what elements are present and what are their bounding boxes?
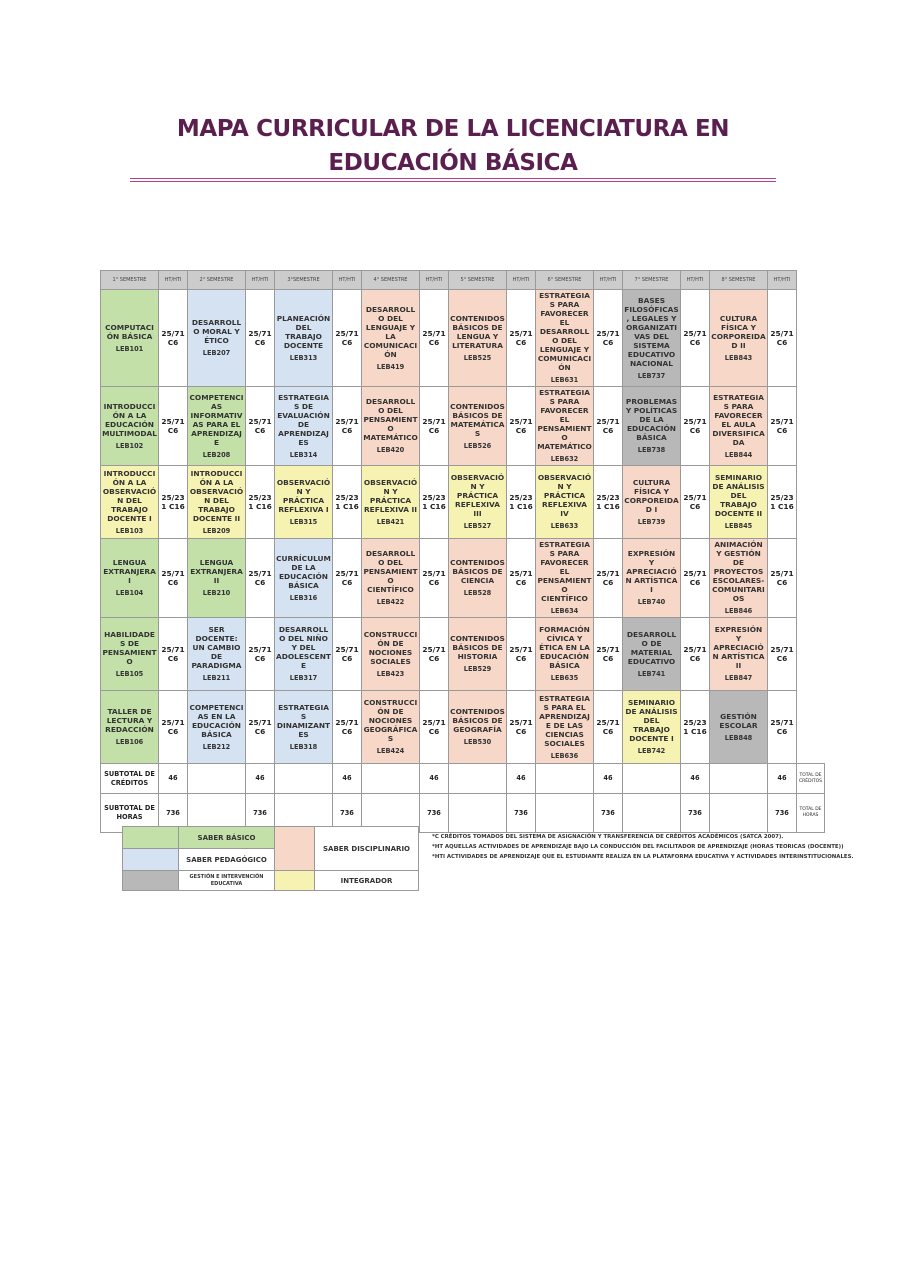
course-cell [449, 466, 507, 539]
subtotal-hours-value: 736 [246, 794, 275, 833]
course-hours: 25/71 C6 [333, 539, 362, 618]
hours-header: HT/HTI [768, 271, 797, 290]
course-cell [623, 290, 681, 387]
course-hours: 25/71 C6 [768, 387, 797, 466]
subtotal-credits-value: 46 [507, 764, 536, 794]
course-hours: 25/71 C6 [507, 539, 536, 618]
semester-header: 7° SEMESTRE [623, 271, 681, 290]
course-code: LEB317 [289, 674, 318, 682]
course-cell [362, 387, 420, 466]
course-hours: 25/71 C6 [681, 618, 710, 691]
course-cell [623, 466, 681, 539]
course-hours: 25/231 C16 [333, 466, 362, 539]
header-row [101, 271, 825, 290]
course-name: DESARROLLO DEL LENGUAJE Y LA COMUNICACIÓN [363, 304, 418, 359]
course-cell [101, 691, 159, 764]
course-hours: 25/71 C6 [507, 691, 536, 764]
course-name: PROBLEMAS Y POLÍTICAS DE LA EDUCACIÓN BÁSICA [625, 397, 678, 442]
course-row [101, 539, 825, 618]
course-cell [710, 387, 768, 466]
course-code: LEB102 [115, 441, 144, 450]
course-hours: 25/71 C6 [768, 539, 797, 618]
course-code: LEB212 [202, 742, 231, 751]
subtotal-hours-value: 736 [507, 794, 536, 833]
course-hours: 25/71 C6 [420, 618, 449, 691]
course-code: LEB422 [376, 598, 405, 606]
course-hours: 25/71 C6 [159, 618, 188, 691]
course-cell [188, 387, 246, 466]
course-code: LEB421 [376, 517, 405, 526]
course-cell [536, 387, 594, 466]
blank-cell [797, 466, 825, 539]
course-name: ESTRATEGIAS DE EVALUACIÓN DE APRENDIZAJES [277, 392, 330, 447]
course-hours: 25/71 C6 [159, 539, 188, 618]
course-cell [449, 618, 507, 691]
course-name: EXPRESIÓN Y APRECIACIÓN ARTÍSTICA II [712, 625, 765, 670]
blank-cell [623, 794, 681, 833]
course-name: LENGUA EXTRANJERA II [190, 558, 243, 585]
subtotal-hours-value: 736 [594, 794, 623, 833]
subtotal-credits-value: 46 [159, 764, 188, 794]
course-hours: 25/71 C6 [507, 290, 536, 387]
course-code: LEB527 [463, 522, 492, 530]
course-code: LEB315 [289, 517, 318, 526]
course-code: LEB318 [289, 742, 318, 751]
course-cell [710, 691, 768, 764]
legend-gestion: GESTIÓN E INTERVENCIÓN EDUCATIVA [179, 871, 275, 891]
subtotal-credits-value: 46 [333, 764, 362, 794]
course-hours: 25/71 C6 [594, 290, 623, 387]
course-name: EXPRESIÓN Y APRECIACIÓN ARTÍSTICA I [625, 549, 678, 594]
course-name: CONTENIDOS BÁSICOS DE HISTORIA [450, 634, 505, 661]
course-hours: 25/71 C6 [681, 466, 710, 539]
course-code: LEB210 [202, 589, 231, 597]
course-code: LEB530 [463, 738, 492, 746]
course-name: COMPETENCIAS EN LA EDUCACIÓN BÁSICA [189, 702, 244, 739]
course-name: ESTRATEGIAS PARA FAVORECER EL AULA DIVERSIFICADA [712, 392, 765, 447]
course-cell [275, 618, 333, 691]
course-hours: 25/71 C6 [507, 387, 536, 466]
course-name: DESARROLLO DEL NIÑO Y DEL ADOLESCENTE [276, 625, 331, 670]
legend-saber-basico: SABER BÁSICO [179, 827, 275, 849]
course-cell [449, 691, 507, 764]
course-hours: 25/71 C6 [159, 691, 188, 764]
course-code: LEB211 [202, 674, 231, 682]
course-code: LEB314 [289, 450, 318, 459]
legend-swatch-disciplinario [275, 827, 315, 871]
semester-header: 4° SEMESTRE [362, 271, 420, 290]
semester-header: 3°SEMESTRE [275, 271, 333, 290]
course-cell [710, 466, 768, 539]
course-cell [188, 691, 246, 764]
course-name: ESTRATEGIAS PARA EL APRENDIZAJE DE LAS CIENCIAS SOCIALES [539, 693, 590, 748]
course-code: LEB847 [724, 674, 753, 682]
course-hours: 25/71 C6 [159, 387, 188, 466]
blank-cell [710, 764, 768, 794]
course-cell [449, 387, 507, 466]
course-name: COMPETENCIAS INFORMATIVAS PARA EL APRENDIZAJE [189, 392, 244, 447]
course-cell [362, 290, 420, 387]
course-name: CURRÍCULUM DE LA EDUCACIÓN BÁSICA [276, 553, 331, 590]
course-code: LEB529 [463, 665, 492, 673]
legend [122, 826, 419, 891]
semester-header: 5° SEMESTRE [449, 271, 507, 290]
course-name: BASES FILOSÓFICAS, LEGALES Y ORGANIZATIVAS DEL SISTEMA EDUCATIVO NACIONAL [624, 295, 679, 368]
course-code: LEB741 [637, 669, 666, 678]
course-name: CULTURA FÍSICA Y CORPOREIDAD I [624, 477, 679, 514]
course-hours: 25/231 C16 [159, 466, 188, 539]
course-name: SEMINARIO DE ANÁLISIS DEL TRABAJO DOCENTE I [625, 698, 678, 743]
course-hours: 25/71 C6 [420, 387, 449, 466]
course-cell [188, 290, 246, 387]
subtotal-credits-value: 46 [681, 764, 710, 794]
hours-header: HT/HTI [159, 271, 188, 290]
blank-cell [362, 764, 420, 794]
subtotal-hours-label: SUBTOTAL DE HORAS [101, 794, 159, 833]
course-name: OBSERVACIÓN Y PRÁCTICA REFLEXIVA IV [537, 473, 592, 518]
course-cell [275, 466, 333, 539]
semester-header: 6° SEMESTRE [536, 271, 594, 290]
course-name: FORMACIÓN CÍVICA Y ÉTICA EN LA EDUCACIÓN BÁSICA [539, 625, 590, 670]
legend-saber-disciplinario: SABER DISCIPLINARIO [315, 827, 419, 871]
footnotes [432, 832, 862, 862]
course-name: DESARROLLO MORAL Y ÉTICO [191, 318, 242, 345]
course-cell [710, 539, 768, 618]
title-line-1: MAPA CURRICULAR DE LA LICENCIATURA EN [176, 116, 730, 142]
blank-header [797, 271, 825, 290]
course-cell [275, 539, 333, 618]
hours-header: HT/HTI [420, 271, 449, 290]
course-hours: 25/231 C16 [246, 466, 275, 539]
course-name: CULTURA FÍSICA Y CORPOREIDAD II [711, 313, 766, 350]
course-code: LEB633 [550, 522, 579, 530]
course-code: LEB209 [202, 526, 231, 535]
hours-header: HT/HTI [333, 271, 362, 290]
course-name: SEMINARIO DE ANÁLISIS DEL TRABAJO DOCENTE II [712, 473, 765, 518]
course-hours: 25/231 C16 [594, 466, 623, 539]
subtotal-hours-value: 736 [768, 794, 797, 833]
course-hours: 25/71 C6 [594, 539, 623, 618]
blank-cell [623, 764, 681, 794]
course-cell [275, 290, 333, 387]
course-code: LEB423 [376, 669, 405, 678]
course-hours: 25/71 C6 [507, 618, 536, 691]
course-name: ESTRATEGIAS DINAMIZANTES [276, 702, 331, 739]
course-cell [536, 618, 594, 691]
course-name: INTRODUCCIÓN A LA OBSERVACIÓN DEL TRABAJO DOCENTE I [102, 468, 157, 523]
course-hours: 25/71 C6 [420, 691, 449, 764]
course-name: CONTENIDOS BÁSICOS DE GEOGRAFÍA [450, 707, 505, 734]
blank-cell [797, 618, 825, 691]
course-name: ESTRATEGIAS PARA FAVORECER EL PENSAMIENTO MATEMÁTICO [537, 388, 592, 451]
blank-cell [275, 764, 333, 794]
hours-header: HT/HTI [681, 271, 710, 290]
course-code: LEB424 [376, 747, 405, 755]
course-code: LEB846 [724, 607, 753, 615]
course-hours: 25/71 C6 [333, 387, 362, 466]
course-hours: 25/71 C6 [420, 539, 449, 618]
course-cell [623, 691, 681, 764]
course-hours: 25/71 C6 [681, 290, 710, 387]
course-cell [275, 387, 333, 466]
subtotal-hours-value: 736 [159, 794, 188, 833]
course-name: OBSERVACIÓN Y PRÁCTICA REFLEXIVA I [276, 477, 331, 514]
course-hours: 25/71 C6 [246, 618, 275, 691]
course-code: LEB104 [115, 589, 144, 597]
course-code: LEB103 [115, 526, 144, 535]
course-code: LEB207 [202, 349, 231, 357]
semester-header: 2° SEMESTRE [188, 271, 246, 290]
hours-header: HT/HTI [507, 271, 536, 290]
subtotal-credits-value: 46 [420, 764, 449, 794]
course-hours: 25/231 C16 [681, 691, 710, 764]
subtotal-credits-total-label: TOTAL DE CRÉDITOS [797, 764, 825, 794]
course-name: HABILIDADES DE PENSAMIENTO [102, 629, 157, 666]
legend-swatch-pedagogico [123, 849, 179, 871]
subtotal-hours-value: 736 [681, 794, 710, 833]
course-code: LEB316 [289, 593, 318, 602]
course-cell [101, 387, 159, 466]
course-code: LEB739 [637, 517, 666, 526]
course-code: LEB636 [550, 751, 579, 760]
blank-cell [710, 794, 768, 833]
course-cell [536, 290, 594, 387]
course-name: CONSTRUCCIÓN DE NOCIONES GEOGRÁFICAS [363, 698, 418, 743]
course-code: LEB106 [115, 738, 144, 746]
course-cell [188, 618, 246, 691]
course-name: ESTRATEGIAS PARA FAVORECER EL DESARROLLO DEL LENGUAJE Y COMUNICACIÓN [537, 291, 592, 372]
course-name: LENGUA EXTRANJERA I [103, 558, 156, 585]
course-hours: 25/71 C6 [333, 691, 362, 764]
course-name: CONTENIDOS BÁSICOS DE CIENCIA [450, 558, 505, 585]
course-code: LEB635 [550, 674, 579, 682]
course-code: LEB528 [463, 589, 492, 597]
course-name: SER DOCENTE: UN CAMBIO DE PARADIGMA [191, 625, 242, 670]
subtotal-hours-total-label: TOTAL DE HORAS [797, 794, 825, 833]
course-hours: 25/71 C6 [420, 290, 449, 387]
course-code: LEB844 [724, 450, 753, 459]
course-cell [710, 290, 768, 387]
course-cell [536, 691, 594, 764]
course-name: DESARROLLO DEL PENSAMIENTO MATEMÁTICO [363, 397, 418, 442]
course-hours: 25/71 C6 [159, 290, 188, 387]
course-code: LEB105 [115, 669, 144, 678]
course-name: GESTIÓN ESCOLAR [719, 711, 758, 730]
course-hours: 25/71 C6 [768, 618, 797, 691]
course-cell [362, 466, 420, 539]
semester-header: 8° SEMESTRE [710, 271, 768, 290]
document-title [110, 112, 796, 180]
note-ht: *HT AQUELLAS ACTIVIDADES DE APRENDIZAJE BAJO LA CONDUCCIÓN DEL FACILITADOR DE APRENDIZAJE (HORAS TEORICAS (DOCENTE)) [432, 844, 844, 850]
course-cell [101, 290, 159, 387]
course-hours: 25/231 C16 [507, 466, 536, 539]
subtotal-credits-value: 46 [246, 764, 275, 794]
blank-cell [536, 764, 594, 794]
legend-swatch-basico [123, 827, 179, 849]
course-cell [623, 387, 681, 466]
course-code: LEB419 [376, 362, 405, 371]
course-cell [623, 539, 681, 618]
title-line-2: EDUCACIÓN BÁSICA [328, 150, 578, 176]
note-hti: *HTI ACTIVIDADES DE APRENDIZAJE QUE EL ESTUDIANTE REALIZA EN LA PLATAFORMA EDUCATIVA Y ACTIVIDADES INTERINSTITUCIONALES. [432, 854, 854, 860]
course-cell [536, 539, 594, 618]
course-cell [449, 290, 507, 387]
course-cell [101, 618, 159, 691]
course-hours: 25/71 C6 [768, 290, 797, 387]
course-hours: 25/71 C6 [594, 691, 623, 764]
legend-saber-pedagogico: SABER PEDAGÓGICO [179, 849, 275, 871]
course-name: ANIMACIÓN Y GESTIÓN DE PROYECTOS ESCOLARES-COMUNITARIOS [712, 540, 765, 603]
course-cell [362, 618, 420, 691]
subtotal-credits-value: 46 [594, 764, 623, 794]
subtotal-credits-label: SUBTOTAL DE CRÉDITOS [101, 764, 159, 794]
course-hours: 25/71 C6 [594, 387, 623, 466]
course-name: OBSERVACIÓN Y PRÁCTICA REFLEXIVA II [363, 477, 418, 514]
course-cell [362, 691, 420, 764]
course-hours: 25/71 C6 [681, 539, 710, 618]
course-hours: 25/71 C6 [246, 290, 275, 387]
blank-cell [536, 794, 594, 833]
course-code: LEB101 [115, 344, 144, 353]
course-row [101, 691, 825, 764]
course-row [101, 290, 825, 387]
course-code: LEB525 [463, 353, 492, 362]
course-name: OBSERVACIÓN Y PRÁCTICA REFLEXIVA III [450, 473, 505, 518]
legend-integrador: INTEGRADOR [315, 871, 419, 891]
course-row [101, 387, 825, 466]
course-cell [188, 539, 246, 618]
course-code: LEB632 [550, 455, 579, 463]
course-cell [101, 539, 159, 618]
course-name: DESARROLLO DE MATERIAL EDUCATIVO [626, 629, 677, 666]
course-name: CONSTRUCCIÓN DE NOCIONES SOCIALES [363, 629, 418, 666]
course-code: LEB313 [289, 353, 318, 362]
curriculum-table [100, 270, 825, 833]
course-name: INTRODUCCIÓN A LA OBSERVACIÓN DEL TRABAJO DOCENTE II [189, 468, 244, 523]
course-hours: 25/71 C6 [768, 691, 797, 764]
blank-cell [449, 764, 507, 794]
note-credits: *C CRÉDITOS TOMADOS DEL SISTEMA DE ASIGNACIÓN Y TRANSFERENCIA DE CRÉDITOS ACADÉMICOS (SATCA 2007). [432, 834, 784, 840]
course-name: CONTENIDOS BÁSICOS DE MATEMÁTICAS [450, 401, 505, 438]
course-code: LEB742 [637, 747, 666, 755]
course-code: LEB634 [550, 607, 579, 615]
legend-swatch-integrador [275, 871, 315, 891]
blank-cell [797, 691, 825, 764]
course-cell [449, 539, 507, 618]
course-hours: 25/71 C6 [681, 387, 710, 466]
hours-header: HT/HTI [246, 271, 275, 290]
course-hours: 25/71 C6 [246, 539, 275, 618]
course-name: TALLER DE LECTURA Y REDACCIÓN [105, 707, 154, 734]
course-hours: 25/71 C6 [333, 618, 362, 691]
course-name: INTRODUCCIÓN A LA EDUCACIÓN MULTIMODAL [102, 401, 157, 438]
course-name: DESARROLLO DEL PENSAMIENTO CIENTÍFICO [363, 549, 418, 594]
blank-cell [797, 387, 825, 466]
blank-cell [188, 764, 246, 794]
course-cell [101, 466, 159, 539]
course-name: PLANEACIÓN DEL TRABAJO DOCENTE [276, 313, 331, 350]
course-code: LEB208 [202, 450, 231, 459]
blank-cell [797, 290, 825, 387]
title-underline [130, 178, 776, 182]
course-cell [362, 539, 420, 618]
semester-header: 1° SEMESTRE [101, 271, 159, 290]
course-name: ESTRATEGIAS PARA FAVORECER EL PENSAMIENTO CIENTÍFICO [537, 540, 592, 603]
subtotal-hours-value: 736 [420, 794, 449, 833]
hours-header: HT/HTI [594, 271, 623, 290]
course-hours: 25/71 C6 [594, 618, 623, 691]
course-hours: 25/71 C6 [246, 691, 275, 764]
course-hours: 25/71 C6 [246, 387, 275, 466]
course-code: LEB848 [724, 733, 753, 742]
blank-cell [797, 539, 825, 618]
course-hours: 25/71 C6 [333, 290, 362, 387]
course-code: LEB631 [550, 376, 579, 384]
course-code: LEB738 [637, 446, 666, 454]
course-hours: 25/231 C16 [768, 466, 797, 539]
course-code: LEB740 [637, 598, 666, 606]
course-cell [536, 466, 594, 539]
course-code: LEB845 [724, 522, 753, 530]
legend-swatch-gestion [123, 871, 179, 891]
course-cell [710, 618, 768, 691]
subtotal-credits-value: 46 [768, 764, 797, 794]
course-code: LEB843 [724, 353, 753, 362]
course-row [101, 618, 825, 691]
course-cell [188, 466, 246, 539]
course-hours: 25/231 C16 [420, 466, 449, 539]
course-name: CONTENIDOS BÁSICOS DE LENGUA Y LITERATURA [450, 313, 505, 350]
course-cell [275, 691, 333, 764]
course-code: LEB526 [463, 441, 492, 450]
course-cell [623, 618, 681, 691]
subtotal-hours-value: 736 [333, 794, 362, 833]
course-name: COMPUTACIÓN BÁSICA [105, 322, 154, 341]
subtotal-credits-row [101, 764, 825, 794]
blank-cell [449, 794, 507, 833]
course-code: LEB420 [376, 446, 405, 454]
course-row [101, 466, 825, 539]
course-code: LEB737 [637, 371, 666, 380]
